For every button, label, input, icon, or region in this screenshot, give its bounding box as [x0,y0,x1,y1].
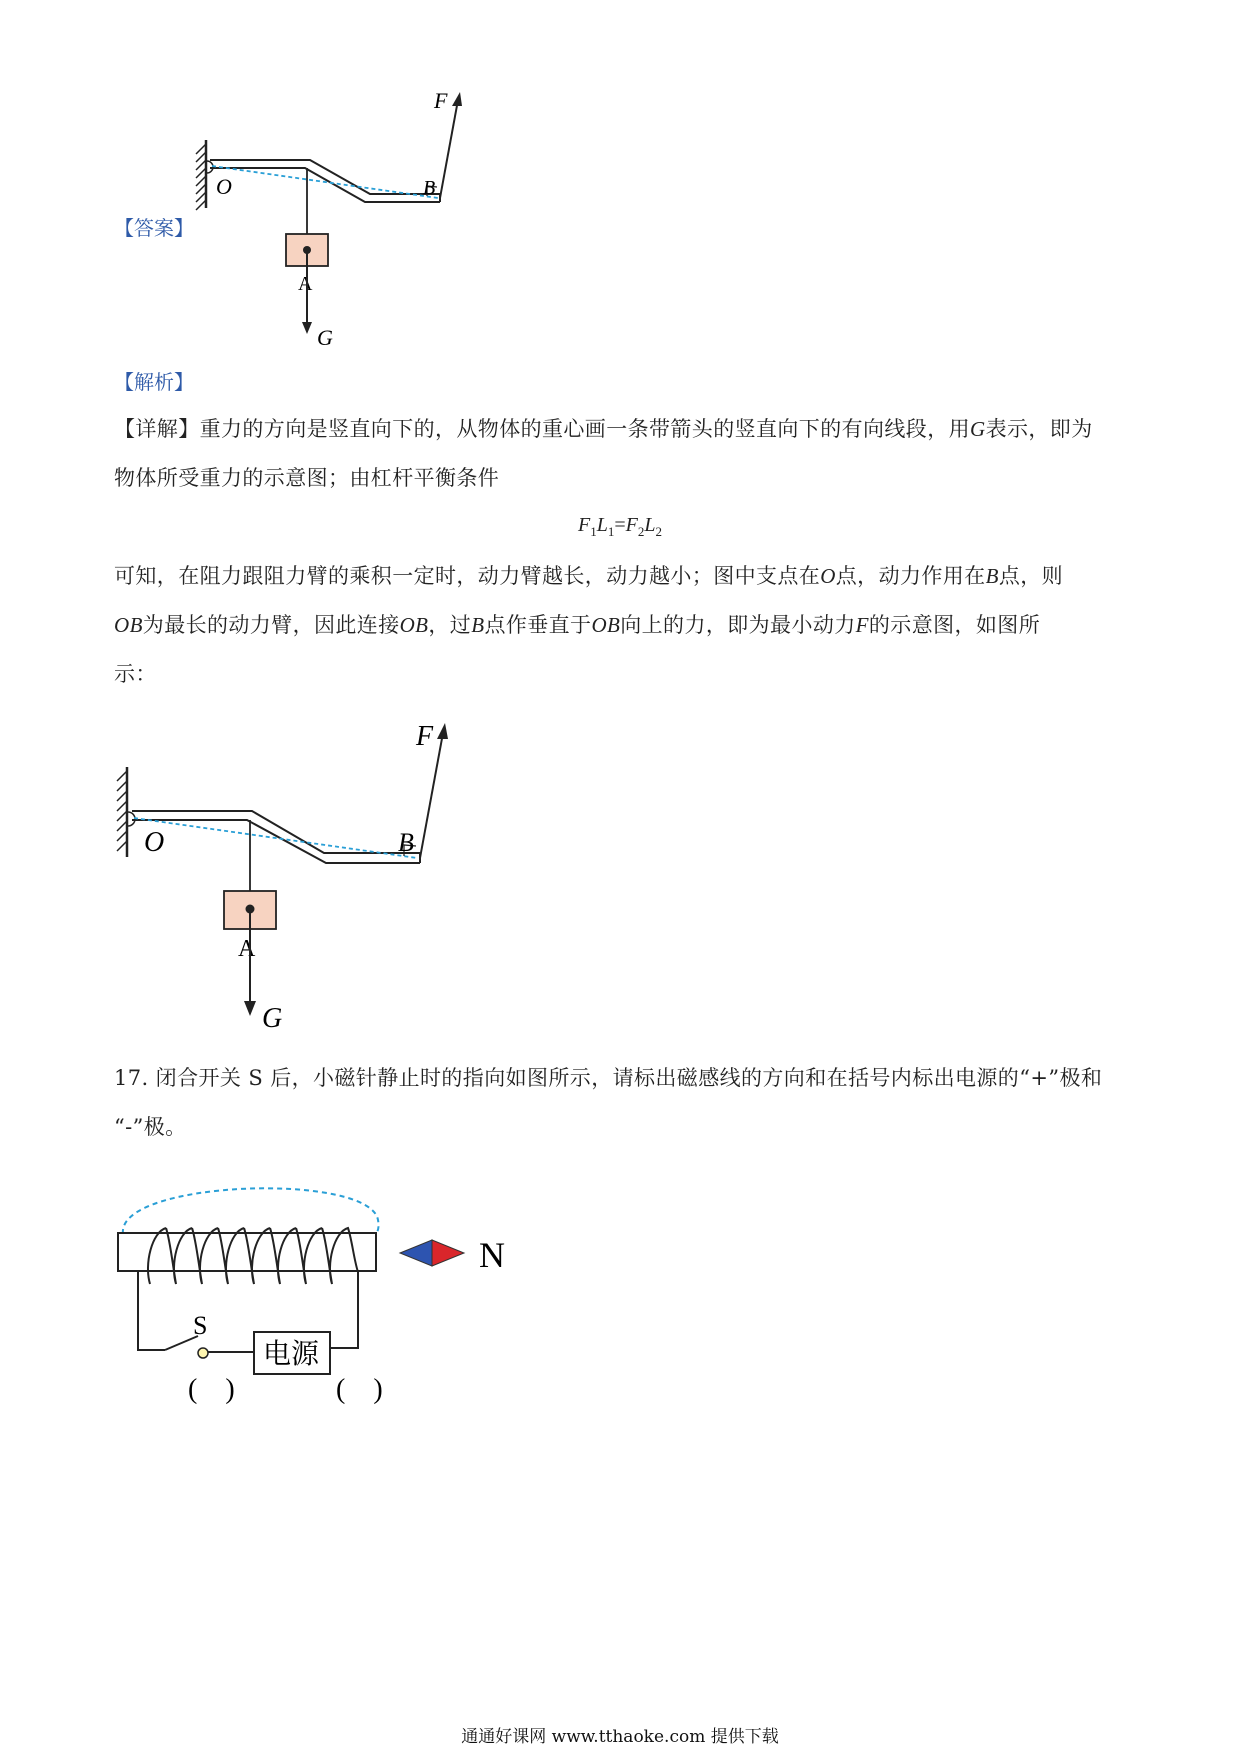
analysis-label-a: A [238,936,256,962]
question-17-line-1: 17. 闭合开关 S 后，小磁针静止时的指向如图所示，请标出磁感线的方向和在括号内标出电源的“+”极和 [114,1066,1103,1090]
answer-lever-diagram [190,90,490,360]
switch-label: S [193,1311,208,1340]
circuit-diagram [110,1160,530,1410]
north-label: N [479,1235,505,1275]
analysis-label-f: F [416,721,434,752]
analysis-label-o: O [144,827,165,858]
detail-line-5: 示： [114,662,157,686]
balance-formula: $F_1L_1=F_2L_2$ [578,514,662,539]
power-source-label: 电源 [263,1339,320,1370]
left-bracket: ( ) [188,1374,235,1405]
question-17-line-2: “-”极。 [114,1115,187,1139]
detail-line-2: 物体所受重力的示意图；由杠杆平衡条件 [114,466,500,490]
answer-label-g: G [317,325,333,350]
right-bracket: ( ) [336,1374,383,1405]
answer-label-f: F [434,90,448,113]
answer-label-a: A [298,273,313,295]
answer-label-o: O [216,174,232,199]
analysis-label-b: B [398,828,414,857]
detail-line-3: 可知，在阻力跟阻力臂的乘积一定时，动力臂越长，动力越小；图中支点在O点，动力作用在B点，则 [114,564,1064,588]
detail-line-4: OB为最长的动力臂，因此连接OB，过B点作垂直于OB向上的力，即为最小动力F的示意图，如图所 [114,613,1041,637]
detail-tag: 【详解】 [114,417,200,441]
analysis-lever-diagram [110,705,470,1045]
answer-label-b: B [423,177,436,199]
detail-line-1: 【详解】重力的方向是竖直向下的，从物体的重心画一条带箭头的竖直向下的有向线段，用G表示，即为 [114,417,1093,441]
answer-tag: 【答案】 [114,216,194,240]
analysis-label-g: G [262,1003,283,1034]
analysis-tag: 【解析】 [114,370,194,394]
page-footer: 通通好课网 www.tthaoke.com 提供下载 [461,1727,779,1747]
